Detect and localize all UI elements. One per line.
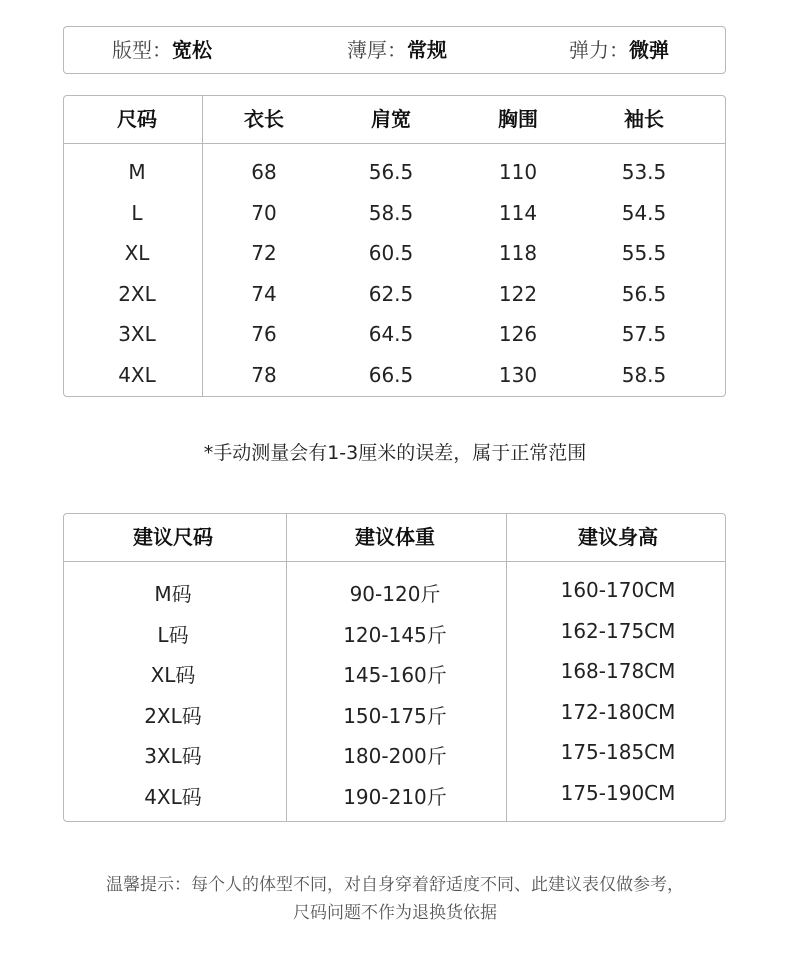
size-table-cell: 58.5 <box>621 363 667 387</box>
attribute-thickness-value: 常规 <box>407 38 447 62</box>
size-table-cell: 57.5 <box>621 322 667 346</box>
attribute-fit-value: 宽松 <box>172 38 212 62</box>
size-table-cell: 76 <box>251 322 277 346</box>
tip-line-2: 尺码问题不作为退换货依据 <box>293 903 497 923</box>
attribute-fit-label: 版型： <box>112 38 172 62</box>
size-table-header-cell: 尺码 <box>117 107 157 131</box>
size-table-cell: 74 <box>251 282 277 306</box>
attribute-bar <box>63 26 726 74</box>
attribute-fit <box>112 27 212 73</box>
recommendation-table-cell: 120-145斤 <box>343 623 447 647</box>
recommendation-table-cell: 172-180CM <box>560 700 676 724</box>
size-table-cell: 110 <box>498 160 538 184</box>
size-table-cell: 68 <box>251 160 277 184</box>
recommendation-table-cell: 162-175CM <box>560 619 676 643</box>
size-table-cell: 3XL <box>118 322 156 346</box>
size-table-cell: 72 <box>251 241 277 265</box>
recommendation-table-cell: 90-120斤 <box>349 582 441 606</box>
attribute-elasticity-value: 微弹 <box>629 38 669 62</box>
size-table-cell: 60.5 <box>368 241 414 265</box>
size-table-cell: 130 <box>498 363 538 387</box>
attribute-elasticity <box>569 27 669 73</box>
tip-line-1: 温馨提示：每个人的体型不同，对自身穿着舒适度不同、此建议表仅做参考， <box>106 875 684 895</box>
recommendation-table-header-cell: 建议尺码 <box>133 525 213 549</box>
recommendation-table-cell: 145-160斤 <box>343 663 447 687</box>
size-table-cell: 54.5 <box>621 201 667 225</box>
size-table-cell: 2XL <box>118 282 156 306</box>
size-table-cell: 55.5 <box>621 241 667 265</box>
size-table-cell: 70 <box>251 201 277 225</box>
size-table-header-cell: 肩宽 <box>371 107 411 131</box>
recommendation-table-cell: L码 <box>157 623 189 647</box>
size-table-header-cell: 袖长 <box>624 107 664 131</box>
recommendation-table-header-cell: 建议身高 <box>578 525 658 549</box>
size-table-cell: 62.5 <box>368 282 414 306</box>
size-table-cell: M <box>128 160 146 184</box>
recommendation-table-cell: 175-190CM <box>560 781 676 805</box>
recommendation-table-cell: M码 <box>154 582 192 606</box>
size-table <box>63 95 726 397</box>
size-table-cell: 66.5 <box>368 363 414 387</box>
size-table-cell: 64.5 <box>368 322 414 346</box>
recommendation-table-cell: XL码 <box>150 663 196 687</box>
size-table-cell: 58.5 <box>368 201 414 225</box>
size-table-cell: 118 <box>498 241 538 265</box>
size-table-cell: 114 <box>498 201 538 225</box>
recommendation-table-cell: 3XL码 <box>144 744 202 768</box>
size-table-cell: XL <box>124 241 150 265</box>
recommendation-table-header-cell: 建议体重 <box>355 525 435 549</box>
recommendation-table-cell: 150-175斤 <box>343 704 447 728</box>
size-table-cell: 122 <box>498 282 538 306</box>
size-table-header-cell: 衣长 <box>244 107 284 131</box>
size-table-cell: 56.5 <box>621 282 667 306</box>
measurement-note: *手动测量会有1-3厘米的误差，属于正常范围 <box>203 442 587 464</box>
recommendation-table-cell: 190-210斤 <box>343 785 447 809</box>
size-table-cell: 56.5 <box>368 160 414 184</box>
size-table-cell: 126 <box>498 322 538 346</box>
attribute-thickness <box>347 27 447 73</box>
recommendation-table-cell: 2XL码 <box>144 704 202 728</box>
column-divider <box>286 514 287 821</box>
column-divider <box>506 514 507 821</box>
attribute-thickness-label: 薄厚： <box>347 38 407 62</box>
recommendation-table-cell: 175-185CM <box>560 740 676 764</box>
recommendation-table-cell: 160-170CM <box>560 578 676 602</box>
column-divider <box>202 96 203 396</box>
size-table-cell: L <box>131 201 143 225</box>
size-table-header-cell: 胸围 <box>498 107 538 131</box>
recommendation-table-cell: 180-200斤 <box>343 744 447 768</box>
size-table-cell: 4XL <box>118 363 156 387</box>
size-table-cell: 78 <box>251 363 277 387</box>
recommendation-table-cell: 168-178CM <box>560 659 676 683</box>
recommendation-table-cell: 4XL码 <box>144 785 202 809</box>
attribute-elasticity-label: 弹力： <box>569 38 629 62</box>
recommendation-table <box>63 513 726 822</box>
size-table-cell: 53.5 <box>621 160 667 184</box>
